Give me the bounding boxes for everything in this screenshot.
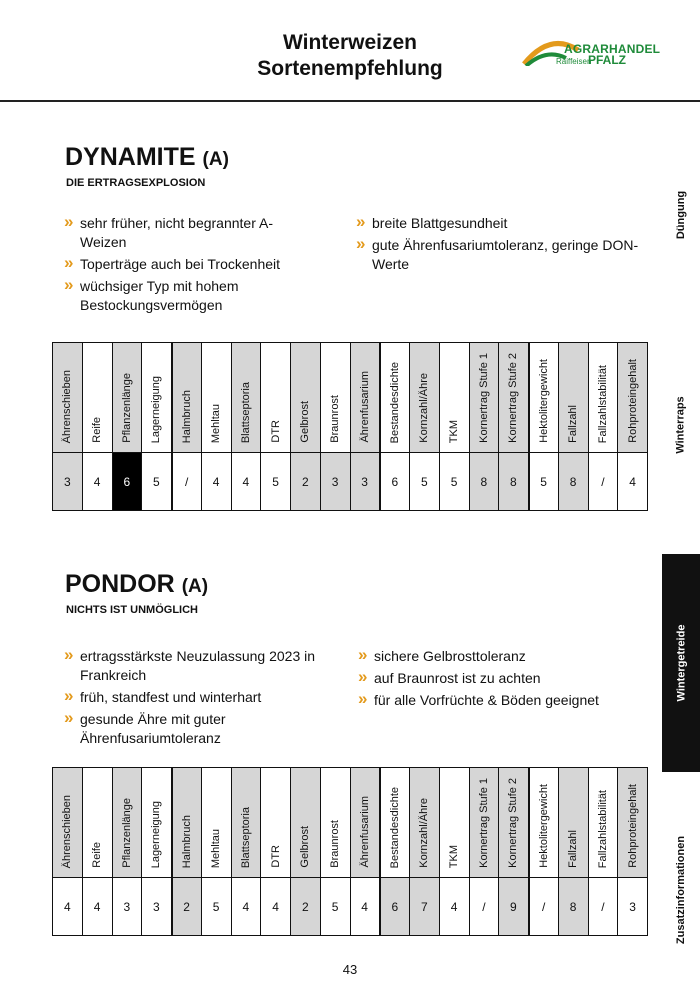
bullet-item: » sichere Gelbrosttoleranz xyxy=(358,647,648,666)
bullet-item: » ertragsstärkste Neuzulassung 2023 in Frankreich xyxy=(64,647,334,685)
table-cell: 3 xyxy=(142,878,172,936)
logo-text-agrarhandel: AGRARHANDEL xyxy=(564,42,661,56)
column-header: Hektolitergewicht xyxy=(537,359,550,443)
table-cell: / xyxy=(469,878,499,936)
table-cell: 3 xyxy=(350,453,380,511)
bullet-item: » gute Ährenfusariumtoleranz, geringe DON-Werte xyxy=(356,236,646,274)
column-header: Halmbruch xyxy=(180,389,193,443)
bullet-item: » Toperträge auch bei Trockenheit xyxy=(64,255,304,274)
column-header: DTR xyxy=(269,420,282,443)
column-header: Gelbrost xyxy=(299,401,312,443)
bullet-item: » sehr früher, nicht begrannter A-Weizen xyxy=(64,214,304,252)
table-cell: 8 xyxy=(558,878,588,936)
table-cell: 8 xyxy=(558,453,588,511)
table-value-row xyxy=(53,453,648,511)
column-header: Blattseptoria xyxy=(239,381,252,443)
table-header-row xyxy=(53,768,648,878)
table-cell: / xyxy=(588,453,618,511)
table-cell: 7 xyxy=(410,878,440,936)
agrarhandel-logo xyxy=(520,34,690,74)
table-cell: 6 xyxy=(112,453,142,511)
table-cell: / xyxy=(172,453,202,511)
table-cell: 4 xyxy=(261,878,291,936)
column-header: Reife xyxy=(91,842,104,868)
column-header: Gelbrost xyxy=(299,826,312,868)
column-header: TKM xyxy=(448,844,461,868)
bullet-item: » gesunde Ähre mit guter Ährenfusariumtoleranz xyxy=(64,710,334,748)
column-header: Kornertrag Stufe 1 xyxy=(477,353,490,443)
page-number: 43 xyxy=(342,962,358,977)
trait-table-dynamite xyxy=(52,342,648,511)
column-header: Bestandesdichte xyxy=(388,361,401,443)
bullets-left xyxy=(64,647,334,751)
variety-title xyxy=(65,570,208,599)
variety-class: (A) xyxy=(181,576,209,597)
bullet-item: » früh, standfest und winterhart xyxy=(64,688,334,707)
variety-name: DYNAMITE xyxy=(65,143,196,171)
column-header: DTR xyxy=(269,845,282,868)
table-cell: 5 xyxy=(142,453,172,511)
bullets-right xyxy=(358,647,648,713)
column-header: Ährenschieben xyxy=(61,794,74,868)
bullet-item: » wüchsiger Typ mit hohem Bestockungsvermögen xyxy=(64,277,304,315)
page-header xyxy=(0,0,700,102)
column-header: Fallzahl xyxy=(567,830,580,868)
title-line-2: Sortenempfehlung xyxy=(257,57,443,80)
variety-title xyxy=(65,143,229,172)
table-cell: 5 xyxy=(410,453,440,511)
column-header: Kornzahl/Ähre xyxy=(418,373,431,443)
column-header: Lagerneigung xyxy=(150,800,163,868)
column-header: Fallzahl xyxy=(567,405,580,443)
variety-name: PONDOR xyxy=(65,570,175,598)
table-cell: / xyxy=(529,878,559,936)
column-header: Ährenfusarium xyxy=(358,371,371,443)
column-header: Fallzahlstabilität xyxy=(596,789,609,868)
variety-subtitle: NICHTS IST UNMÖGLICH xyxy=(66,604,198,616)
title-line-1: Winterweizen xyxy=(283,31,417,54)
table-cell: 6 xyxy=(380,453,410,511)
table-cell: 5 xyxy=(439,453,469,511)
column-header: Pflanzenlänge xyxy=(120,798,133,868)
column-header: Kornertrag Stufe 1 xyxy=(477,778,490,868)
column-header: Bestandesdichte xyxy=(388,786,401,868)
table-cell: 9 xyxy=(499,878,529,936)
table-cell: 4 xyxy=(82,453,112,511)
table-cell: 6 xyxy=(380,878,410,936)
bullet-item: » breite Blattgesundheit xyxy=(356,214,646,233)
column-header: Pflanzenlänge xyxy=(120,373,133,443)
column-header: Rohproteingehalt xyxy=(626,784,639,868)
column-header: Blattseptoria xyxy=(239,806,252,868)
side-tab-zusatzinformationen[interactable]: Zusatzinformationen xyxy=(675,835,688,945)
table-cell: 8 xyxy=(499,453,529,511)
table-cell: 4 xyxy=(618,453,648,511)
variety-subtitle: DIE ERTRAGSEXPLOSION xyxy=(66,177,206,189)
column-header: Braunrost xyxy=(329,820,342,868)
table-value-row xyxy=(53,878,648,936)
table-cell: 4 xyxy=(350,878,380,936)
table-cell: 4 xyxy=(231,453,261,511)
bullets-right xyxy=(356,214,646,277)
table-cell: 2 xyxy=(291,453,321,511)
table-cell: 3 xyxy=(53,453,83,511)
table-cell: 5 xyxy=(529,453,559,511)
side-tab-wintergetreide[interactable]: Wintergetreide xyxy=(662,554,700,772)
trait-table-pondor xyxy=(52,767,648,936)
column-header: Braunrost xyxy=(329,395,342,443)
table-cell: 4 xyxy=(231,878,261,936)
bullet-item: » für alle Vorfrüchte & Böden geeignet xyxy=(358,691,648,710)
table-cell: 3 xyxy=(112,878,142,936)
table-cell: 4 xyxy=(82,878,112,936)
table-cell: 4 xyxy=(439,878,469,936)
table-cell: 5 xyxy=(201,878,231,936)
table-cell: 5 xyxy=(261,453,291,511)
column-header: TKM xyxy=(448,419,461,443)
table-cell: / xyxy=(588,878,618,936)
table-cell: 4 xyxy=(201,453,231,511)
column-header: Halmbruch xyxy=(180,814,193,868)
table-cell: 4 xyxy=(53,878,83,936)
column-header: Mehltau xyxy=(210,828,223,868)
bullets-left xyxy=(64,214,304,318)
table-cell: 8 xyxy=(469,453,499,511)
table-cell: 3 xyxy=(618,878,648,936)
bullet-item: » auf Braunrost ist zu achten xyxy=(358,669,648,688)
column-header: Mehltau xyxy=(210,403,223,443)
table-cell: 2 xyxy=(172,878,202,936)
column-header: Fallzahlstabilität xyxy=(596,364,609,443)
column-header: Ährenschieben xyxy=(61,369,74,443)
column-header: Ährenfusarium xyxy=(358,796,371,868)
side-tab-duengung[interactable]: Düngung xyxy=(675,190,688,240)
table-cell: 5 xyxy=(320,878,350,936)
column-header: Lagerneigung xyxy=(150,375,163,443)
column-header: Kornertrag Stufe 2 xyxy=(507,778,520,868)
column-header: Kornertrag Stufe 2 xyxy=(507,353,520,443)
column-header: Kornzahl/Ähre xyxy=(418,798,431,868)
table-header-row xyxy=(53,343,648,453)
side-tab-winterraps[interactable]: Winterraps xyxy=(675,396,688,454)
logo-text-raiffeisen: Raiffeisen xyxy=(556,57,592,66)
table-cell: 3 xyxy=(320,453,350,511)
column-header: Reife xyxy=(91,417,104,443)
column-header: Rohproteingehalt xyxy=(626,359,639,443)
page-title xyxy=(200,30,500,82)
table-cell: 2 xyxy=(291,878,321,936)
variety-class: (A) xyxy=(202,149,229,170)
column-header: Hektolitergewicht xyxy=(537,784,550,868)
logo-text-pfalz: PFALZ xyxy=(588,53,626,67)
